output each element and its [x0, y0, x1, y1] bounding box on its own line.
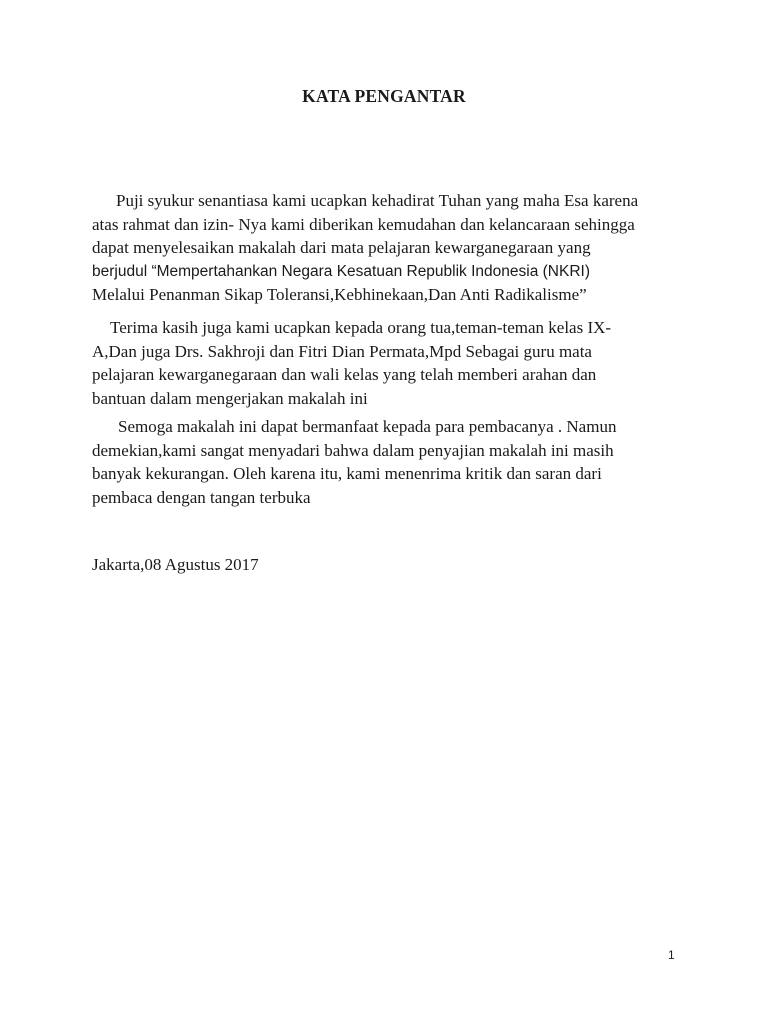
paragraph-line: banyak kekurangan. Oleh karena itu, kami menenrima kritik dan saran dari: [92, 464, 602, 483]
page-number: 1: [668, 948, 675, 962]
paragraph-line: Melalui Penanman Sikap Toleransi,Kebhinekaan,Dan Anti Radikalisme”: [92, 285, 587, 304]
paragraph-line: pembaca dengan tangan terbuka: [92, 487, 311, 507]
paragraph-line: Semoga makalah ini dapat bermanfaat kepada para pembacanya . Namun: [118, 417, 617, 436]
paragraph-line: A,Dan juga Drs. Sakhroji dan Fitri Dian Permata,Mpd Sebagai guru mata: [92, 341, 592, 361]
page-title: KATA PENGANTAR: [302, 86, 466, 106]
paragraph-line: demekian,kami sangat menyadari bahwa dalam penyajian makalah ini masih: [92, 440, 614, 460]
paragraph-line: dapat menyelesaikan makalah dari mata pelajaran kewarganegaraan yang: [92, 238, 591, 257]
paragraph-line: Puji syukur senantiasa kami ucapkan kehadirat Tuhan yang maha Esa karena: [116, 191, 639, 210]
paragraph-line: pelajaran kewarganegaraan dan wali kelas yang telah memberi arahan dan: [92, 365, 597, 384]
paragraph-line: atas rahmat dan izin- Nya kami diberikan kemudahan dan kelancaraan sehingga: [92, 214, 635, 234]
paragraph-intro: [92, 189, 684, 307]
paragraph-thanks: [92, 316, 684, 410]
paragraph-line: Terima kasih juga kami ucapkan kepada orang tua,teman-teman kelas IX-: [110, 318, 612, 337]
date-line: Jakarta,08 Agustus 2017: [92, 555, 259, 574]
paragraph-closing: [92, 415, 684, 509]
paragraph-line: bantuan dalam mengerjakan makalah ini: [92, 388, 368, 408]
paragraph-line-title-quote: berjudul “Mempertahankan Negara Kesatuan Republik Indonesia (NKRI): [92, 262, 590, 280]
